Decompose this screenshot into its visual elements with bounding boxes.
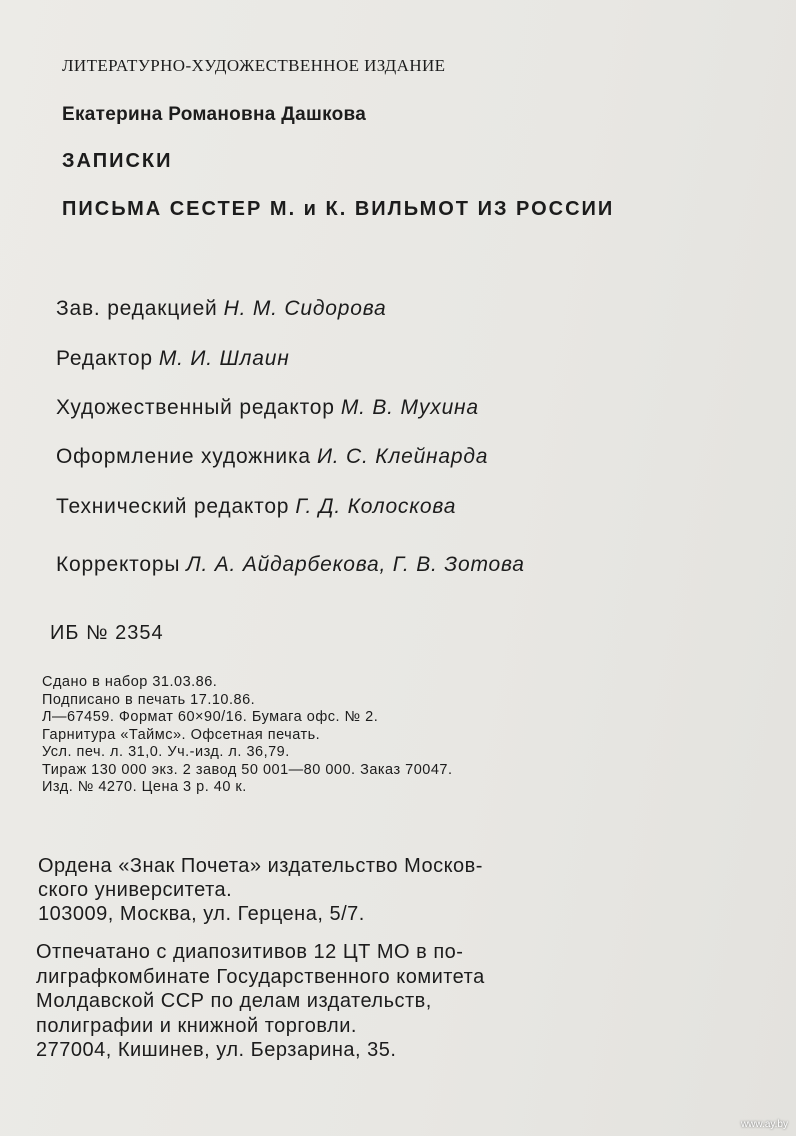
imprint-line: Подписано в печать 17.10.86. xyxy=(42,691,256,708)
imprint-line: Сдано в набор 31.03.86. xyxy=(42,674,218,690)
printer-line: полиграфии и книжной торговли. xyxy=(36,1014,357,1037)
imprint-line: Л—67459. Формат 60×90/16. Бумага офс. № 2. xyxy=(42,709,379,725)
ib-number: ИБ № 2354 xyxy=(50,622,164,644)
publisher-line: ского университета. xyxy=(38,879,233,901)
publisher-line: Ордена «Знак Почета» издательство Москов- xyxy=(38,855,483,877)
credit-role: Художественный редактор xyxy=(56,396,335,419)
credit-line xyxy=(56,444,488,469)
printer-line: лиграфкомбинате Государственного комитета xyxy=(36,965,485,988)
imprint-line: Гарнитура «Таймс». Офсетная печать. xyxy=(42,726,321,743)
credit-line xyxy=(56,296,387,321)
watermark: www.ay.by xyxy=(740,1119,788,1130)
imprint-block xyxy=(42,674,452,797)
printer-block xyxy=(36,940,485,1063)
publisher-line: 103009, Москва, ул. Герцена, 5/7. xyxy=(38,903,365,925)
credit-name: М. И. Шлаин xyxy=(158,347,290,370)
credit-line xyxy=(56,346,290,371)
credit-line xyxy=(56,552,525,577)
credit-role: Зав. редакцией xyxy=(56,297,218,320)
credit-line xyxy=(56,395,479,420)
credit-role: Технический редактор xyxy=(56,495,290,518)
publication-type: ЛИТЕРАТУРНО-ХУДОЖЕСТВЕННОЕ ИЗДАНИЕ xyxy=(62,56,446,75)
imprint-line: Изд. № 4270. Цена 3 р. 40 к. xyxy=(42,779,247,795)
credit-name: Н. М. Сидорова xyxy=(223,297,387,320)
credit-role: Оформление художника xyxy=(56,445,311,468)
printer-line: Отпечатано с диапозитивов 12 ЦТ МО в по- xyxy=(36,941,464,963)
imprint-line: Тираж 130 000 экз. 2 завод 50 001—80 000. Заказ 70047. xyxy=(42,761,453,778)
author-name: Екатерина Романовна Дашкова xyxy=(62,104,367,125)
printer-line: 277004, Кишинев, ул. Берзарина, 35. xyxy=(36,1039,397,1061)
credit-name: И. С. Клейнарда xyxy=(316,445,489,468)
credit-name: Л. А. Айдарбекова, Г. В. Зотова xyxy=(186,553,525,576)
credit-line xyxy=(56,494,456,519)
book-title: ЗАПИСКИ xyxy=(62,150,173,172)
credit-name: Г. Д. Колоскова xyxy=(295,495,457,518)
imprint-line: Усл. печ. л. 31,0. Уч.-изд. л. 36,79. xyxy=(42,744,290,760)
credit-role: Редактор xyxy=(56,347,153,370)
credit-role: Корректоры xyxy=(56,553,181,576)
publisher-block xyxy=(38,854,483,926)
credit-name: М. В. Мухина xyxy=(340,396,479,419)
printer-line: Молдавской ССР по делам издательств, xyxy=(36,990,432,1012)
book-subtitle: ПИСЬМА СЕСТЕР М. и К. ВИЛЬМОТ ИЗ РОССИИ xyxy=(62,198,615,220)
